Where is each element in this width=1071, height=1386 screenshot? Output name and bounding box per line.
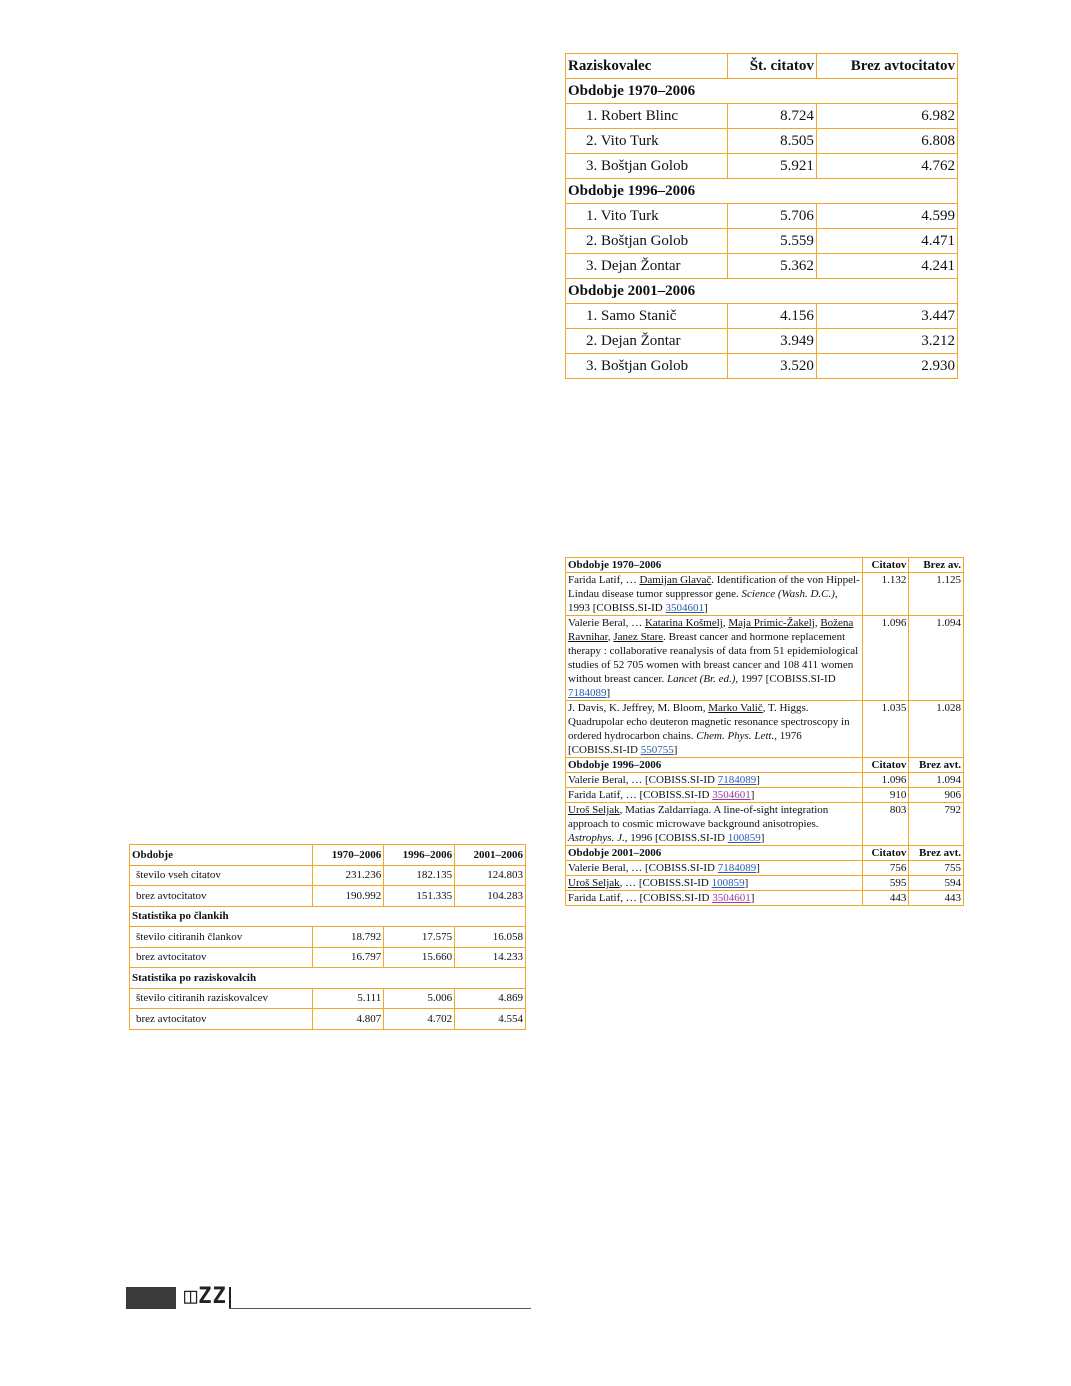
researcher-name: 3. Boštjan Golob: [566, 354, 728, 379]
table-row: [130, 865, 526, 886]
citations-no-self: 906: [909, 788, 964, 803]
table-row: [566, 773, 964, 788]
cell-value: 5.006: [384, 988, 455, 1009]
cell-value: 17.575: [384, 927, 455, 948]
citations: 910: [863, 788, 909, 803]
citations: 803: [863, 803, 909, 846]
col-header: Citatov: [863, 758, 909, 773]
article-citation: [566, 788, 863, 803]
table-row: [566, 803, 964, 846]
citations-no-self: 4.762: [816, 154, 957, 179]
period-title: Obdobje 1970–2006: [566, 558, 863, 573]
citations-no-self: 1.094: [909, 773, 964, 788]
cell-value: 190.992: [313, 886, 384, 907]
researcher-name: 3. Dejan Žontar: [566, 254, 728, 279]
author-link[interactable]: Uroš Seljak: [568, 804, 620, 816]
separator: ,: [722, 617, 729, 629]
col-header: Obdobje: [130, 845, 313, 866]
cobiss-link[interactable]: 3504601: [665, 602, 704, 614]
researcher-name: 2. Dejan Žontar: [566, 329, 728, 354]
citations-no-self: 3.447: [816, 304, 957, 329]
section-row: [566, 179, 958, 204]
citations: 756: [863, 861, 909, 876]
article-title: , T. Higgs. Quadrupolar echo deuteron magnetic resonance spectroscopy in ordered hydrocarbon chains.: [568, 702, 850, 742]
table-row: [130, 886, 526, 907]
citations: 1.132: [863, 573, 909, 616]
researcher-name: 3. Boštjan Golob: [566, 154, 728, 179]
citations-no-self: 3.212: [816, 329, 957, 354]
citations-no-self: 4.599: [816, 204, 957, 229]
table-row: [566, 573, 964, 616]
citations-no-self: 4.241: [816, 254, 957, 279]
table-row: [566, 254, 958, 279]
table-row: [566, 876, 964, 891]
citations: 443: [863, 891, 909, 906]
table-row: [566, 229, 958, 254]
row-label: brez avtocitatov: [130, 886, 313, 907]
author-link[interactable]: Maja Primic-Žakelj: [728, 617, 815, 629]
table-row: [130, 927, 526, 948]
citations-no-self: 1.094: [909, 616, 964, 701]
footer-page-bar: [126, 1287, 176, 1309]
col-header: Citatov: [863, 846, 909, 861]
section-row: [130, 968, 526, 989]
row-label: število vseh citatov: [130, 865, 313, 886]
table-row: [566, 204, 958, 229]
section-title: Obdobje 1996–2006: [566, 179, 958, 204]
section-row: [130, 906, 526, 927]
article-title: . Breast cancer and hormone replacement therapy : collaborative reanalysis of data from 51 epidemiological studies of 52 705 women with breast cancer and 108 411 women without breast cancer.: [568, 631, 859, 685]
row-label: brez avtocitatov: [130, 947, 313, 968]
bracket: ]: [756, 862, 760, 874]
col-header: Brez avt.: [909, 758, 964, 773]
journal-name: Lancet (Br. ed.): [666, 673, 736, 685]
cell-value: 14.233: [455, 947, 526, 968]
col-header: Brez avt.: [909, 846, 964, 861]
statistics-table: [129, 844, 526, 1030]
cell-value: 5.111: [313, 988, 384, 1009]
table-row: [566, 304, 958, 329]
citations: 5.362: [727, 254, 816, 279]
author-link[interactable]: Marko Valič: [708, 702, 763, 714]
citations: 3.949: [727, 329, 816, 354]
authors-text: Farida Latif, …: [568, 574, 640, 586]
row-label: brez avtocitatov: [130, 1009, 313, 1030]
citations-no-self: 1.125: [909, 573, 964, 616]
citations: 1.035: [863, 701, 909, 758]
articles-table: [565, 557, 964, 906]
citations: 8.724: [727, 104, 816, 129]
bracket: ]: [606, 687, 611, 699]
cobiss-link[interactable]: 7184089: [717, 774, 757, 786]
author-link[interactable]: Katarina Košmelj: [644, 617, 723, 629]
citations: 5.559: [727, 229, 816, 254]
row-label: število citiranih raziskovalcev: [130, 988, 313, 1009]
researcher-name: 2. Vito Turk: [566, 129, 728, 154]
cell-value: 151.335: [384, 886, 455, 907]
citations-no-self: 443: [909, 891, 964, 906]
table-row: [130, 988, 526, 1009]
bracket: ]: [744, 877, 749, 889]
citations: 1.096: [863, 616, 909, 701]
citations-no-self: 594: [909, 876, 964, 891]
cell-value: 4.554: [455, 1009, 526, 1030]
citation-year: , 1993 [COBISS.SI-ID: [568, 588, 838, 614]
period-title: Obdobje 1996–2006: [566, 758, 863, 773]
citations: 8.505: [727, 129, 816, 154]
row-label: število citiranih člankov: [130, 927, 313, 948]
citation-year: , 1976 [COBISS.SI-ID: [568, 730, 802, 756]
cobiss-link[interactable]: 7184089: [568, 687, 607, 699]
article-citation: [566, 616, 863, 701]
authors-text: Valerie Beral, … [COBISS.SI-ID: [568, 862, 718, 874]
table-row: [566, 701, 964, 758]
citations-no-self: 4.471: [816, 229, 957, 254]
citation-year: , 1996 [COBISS.SI-ID: [624, 832, 728, 844]
cell-value: 18.792: [313, 927, 384, 948]
authors-text: Valerie Beral, … [COBISS.SI-ID: [568, 774, 718, 786]
bracket: ]: [673, 744, 678, 756]
researcher-name: 2. Boštjan Golob: [566, 229, 728, 254]
section-title: Statistika po raziskovalcih: [130, 968, 526, 989]
cobiss-link[interactable]: 3504601: [712, 789, 751, 801]
table-row: [566, 616, 964, 701]
author-link[interactable]: Janez Stare: [613, 631, 664, 643]
researcher-name: 1. Samo Stanič: [566, 304, 728, 329]
cell-value: 231.236: [313, 865, 384, 886]
cell-value: 16.058: [455, 927, 526, 948]
table-header-row: [130, 845, 526, 866]
article-title: , Matias Zaldarriaga. A line-of-sight integration approach to cosmic microwave background anisotropies.: [568, 804, 829, 830]
citations-no-self: 6.808: [816, 129, 957, 154]
table-row: [130, 947, 526, 968]
period-title: Obdobje 2001–2006: [566, 846, 863, 861]
authors-text: J. Davis, K. Jeffrey, M. Bloom,: [568, 702, 709, 714]
col-header: Citatov: [863, 558, 909, 573]
cell-value: 104.283: [455, 886, 526, 907]
cobiss-link[interactable]: 550755: [640, 744, 674, 756]
cell-value: 4.869: [455, 988, 526, 1009]
citations-no-self: 2.930: [816, 354, 957, 379]
authors-text: Valerie Beral, …: [568, 617, 645, 629]
bracket: ]: [760, 832, 765, 844]
col-header: 1970–2006: [313, 845, 384, 866]
footer-rule: [229, 1308, 531, 1309]
citations: 595: [863, 876, 909, 891]
section-title: Statistika po člankih: [130, 906, 526, 927]
col-header: Št. citatov: [727, 54, 816, 79]
col-header: Brez av.: [909, 558, 964, 573]
table-row: [566, 354, 958, 379]
article-citation: [566, 573, 863, 616]
footer-separator: [229, 1287, 231, 1309]
citations-no-self: 755: [909, 861, 964, 876]
separator: ,: [607, 631, 614, 643]
author-link[interactable]: Damijan Glavač: [639, 574, 712, 586]
cell-value: 16.797: [313, 947, 384, 968]
article-citation: [566, 861, 863, 876]
authors-text: Farida Latif, … [COBISS.SI-ID: [568, 892, 713, 904]
citations: 4.156: [727, 304, 816, 329]
researchers-table: [565, 53, 958, 379]
citations: 3.520: [727, 354, 816, 379]
footer-logo: ◫ZZ: [184, 1284, 227, 1309]
bracket: ]: [750, 892, 755, 904]
table-row: [566, 329, 958, 354]
cell-value: 4.807: [313, 1009, 384, 1030]
article-title: . Identification of the von Hippel-Lindau disease tumor suppressor gene.: [568, 574, 860, 600]
citations: 5.921: [727, 154, 816, 179]
col-header: 1996–2006: [384, 845, 455, 866]
table-row: [566, 788, 964, 803]
author-link[interactable]: Uroš Seljak: [568, 877, 620, 889]
separator: ,: [814, 617, 821, 629]
cell-value: 182.135: [384, 865, 455, 886]
citations: 1.096: [863, 773, 909, 788]
cell-value: 124.803: [455, 865, 526, 886]
col-header: 2001–2006: [455, 845, 526, 866]
article-citation: [566, 803, 863, 846]
table-row: [130, 1009, 526, 1030]
article-citation: [566, 876, 863, 891]
authors-text: Farida Latif, … [COBISS.SI-ID: [568, 789, 713, 801]
journal-name: Astrophys. J.: [568, 832, 625, 844]
journal-name: Chem. Phys. Lett.: [696, 730, 775, 742]
col-header: Raziskovalec: [566, 54, 728, 79]
table-row: [566, 104, 958, 129]
authors-text: , … [COBISS.SI-ID: [619, 877, 712, 889]
article-citation: [566, 773, 863, 788]
table-header-row: [566, 54, 958, 79]
researcher-name: 1. Vito Turk: [566, 204, 728, 229]
period-header-row: [566, 558, 964, 573]
citations-no-self: 1.028: [909, 701, 964, 758]
citations-no-self: 6.982: [816, 104, 957, 129]
col-header: Brez avtocitatov: [816, 54, 957, 79]
citations-no-self: 792: [909, 803, 964, 846]
section-title: Obdobje 1970–2006: [566, 79, 958, 104]
researcher-name: 1. Robert Blinc: [566, 104, 728, 129]
article-citation: [566, 891, 863, 906]
bracket: ]: [750, 789, 755, 801]
cobiss-link[interactable]: 100859: [711, 877, 745, 889]
article-citation: [566, 701, 863, 758]
cobiss-link[interactable]: 100859: [727, 832, 761, 844]
section-row: [566, 79, 958, 104]
bracket: ]: [703, 602, 708, 614]
cobiss-link[interactable]: 3504601: [712, 892, 751, 904]
cell-value: 4.702: [384, 1009, 455, 1030]
cobiss-link[interactable]: 7184089: [717, 862, 757, 874]
author-link[interactable]: Božena Ravnihar: [568, 617, 854, 643]
table-row: [566, 861, 964, 876]
citation-year: , 1997 [COBISS.SI-ID: [735, 673, 836, 685]
cell-value: 15.660: [384, 947, 455, 968]
section-title: Obdobje 2001–2006: [566, 279, 958, 304]
section-row: [566, 279, 958, 304]
bracket: ]: [756, 774, 760, 786]
journal-name: Science (Wash. D.C.): [741, 588, 835, 600]
table-row: [566, 891, 964, 906]
citations: 5.706: [727, 204, 816, 229]
table-row: [566, 154, 958, 179]
period-header-row: [566, 846, 964, 861]
table-row: [566, 129, 958, 154]
period-header-row: [566, 758, 964, 773]
